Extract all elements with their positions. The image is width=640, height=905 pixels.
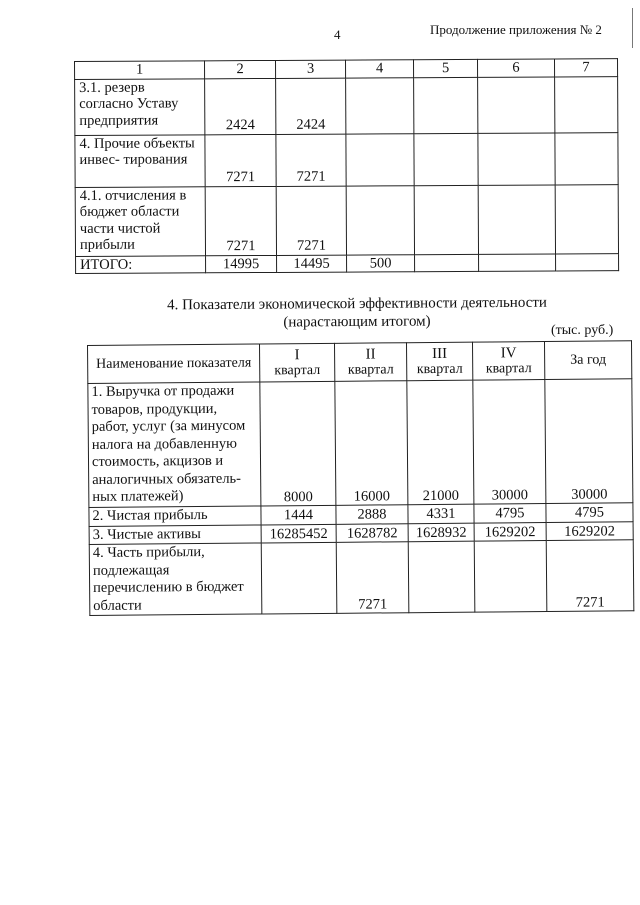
row-label: 4.1. отчисления в бюджет области части чистой прибыли: [75, 186, 205, 256]
table-cell: 7271: [205, 134, 276, 186]
table-cell: [478, 76, 555, 132]
table-cell: [555, 76, 618, 132]
page-number: 4: [334, 27, 341, 42]
table-header-row: [88, 341, 632, 384]
table-cell: 7271: [336, 542, 409, 614]
table-row: [75, 184, 618, 256]
table-cell: 2424: [205, 78, 276, 134]
column-header: 1: [75, 61, 205, 79]
table-row: [89, 540, 634, 616]
continuation-label: Продолжение приложения № 2: [430, 22, 602, 37]
column-header: 6: [477, 59, 554, 77]
margin-rule: [632, 8, 633, 48]
table-cell: 30000: [473, 380, 546, 505]
section-title: 4. Показатели экономической эффективности деятельности: [167, 294, 547, 314]
table-cell: 1628932: [408, 523, 474, 542]
table-cell: 1629202: [474, 522, 546, 541]
column-header-q1: [259, 343, 334, 382]
table-cell: 16000: [335, 381, 408, 506]
reserve-table: [74, 58, 619, 274]
quarter-word: квартал: [347, 361, 394, 378]
efficiency-table: [87, 340, 634, 616]
table-cell: [346, 185, 414, 254]
column-header-q2: [334, 343, 406, 382]
column-header: 7: [554, 59, 617, 77]
table-cell: [261, 542, 337, 614]
row-label: 4. Часть прибыли, подлежащая перечислению в бюджет области: [89, 543, 262, 615]
quarter-word: квартал: [274, 362, 321, 378]
table-cell: 7271: [276, 186, 346, 255]
column-header: 3: [275, 60, 345, 78]
quarter-numeral: I: [294, 346, 300, 363]
table-cell: [346, 77, 414, 133]
table-cell: [478, 184, 555, 253]
table-cell: 21000: [407, 380, 474, 505]
table-cell: [414, 185, 478, 254]
table-cell: 1629202: [546, 521, 633, 540]
row-label: ИТОГО:: [76, 255, 206, 273]
table-cell: [346, 133, 414, 185]
table-cell: [408, 541, 475, 613]
table-cell: [414, 133, 478, 185]
unit-note: (тыс. руб.): [551, 323, 614, 338]
section-subtitle: (нарастающим итогом): [283, 313, 431, 331]
column-header: 5: [413, 59, 477, 77]
table-cell: 16285452: [261, 524, 336, 543]
quarter-numeral: II: [365, 345, 376, 363]
quarter-word: квартал: [416, 361, 463, 377]
table-cell: 7271: [276, 134, 346, 186]
row-label: 3.1. резерв согласно Уставу предприятия: [75, 78, 205, 135]
table-cell: 2888: [336, 505, 408, 524]
row-label: 2. Чистая прибыль: [89, 506, 261, 526]
table-row: [75, 76, 618, 135]
table-cell: 7271: [205, 186, 276, 255]
row-label: 1. Выручка от продажи товаров, продукции, работ, услуг (за минусом налога на добавленную стоимость, акцизов и аналогичных обязатель- ных платежей): [88, 382, 261, 507]
table-cell: [555, 184, 618, 253]
row-label: 3. Чистые активы: [89, 524, 261, 544]
table-cell: 14995: [206, 255, 277, 273]
table-cell: 4795: [546, 503, 633, 522]
table-cell: [474, 541, 547, 613]
table-cell: [556, 253, 619, 271]
table-total-row: [76, 253, 619, 273]
column-header-name: Наименование показателя: [88, 344, 260, 383]
table-cell: [555, 132, 618, 184]
table-cell: [414, 77, 478, 133]
table-cell: [478, 132, 555, 184]
table-cell: 7271: [546, 540, 634, 612]
table-cell: 1444: [261, 505, 336, 524]
column-header-q4: [472, 342, 544, 381]
table-cell: 8000: [260, 381, 336, 506]
table-row: [75, 132, 618, 187]
quarter-word: квартал: [485, 360, 532, 377]
quarter-numeral: IV: [500, 344, 517, 361]
table-cell: 30000: [545, 379, 633, 504]
table-cell: 500: [347, 254, 415, 272]
table-cell: 4331: [408, 504, 474, 523]
table-cell: 1628782: [336, 523, 408, 542]
column-header: 4: [345, 60, 413, 78]
column-header: 2: [205, 60, 276, 78]
table-cell: 2424: [276, 78, 346, 134]
row-label: 4. Прочие объекты инвес- тирования: [75, 134, 205, 187]
table-cell: 4795: [474, 504, 546, 523]
column-header-year: За год: [544, 341, 631, 380]
column-header-q3: [406, 342, 472, 381]
quarter-numeral: III: [432, 345, 448, 362]
table-cell: 14495: [277, 255, 347, 273]
table-cell: [415, 254, 479, 272]
table-row: [88, 379, 633, 508]
table-cell: [479, 253, 556, 271]
